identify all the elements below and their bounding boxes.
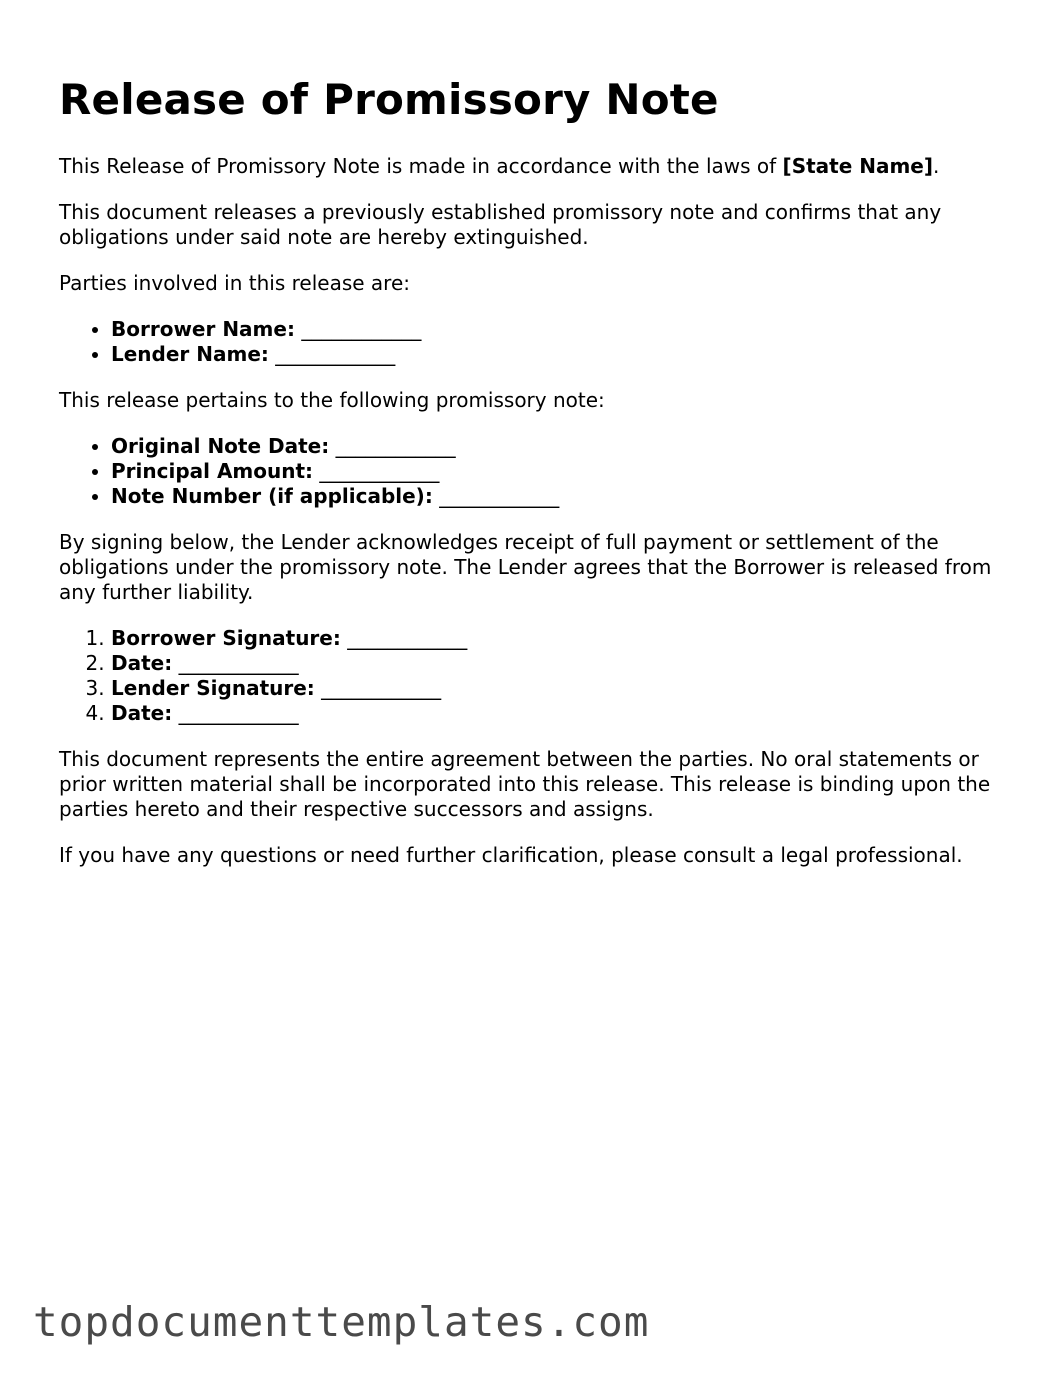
borrower-name-blank: ____________ [301, 317, 422, 341]
intro-text: This Release of Promissory Note is made in accordance with the laws of [59, 154, 783, 178]
document-page [59, 74, 1019, 889]
agreement-paragraph: This document represents the entire agreement between the parties. No oral statements or prior written material shall be incorporated into this release. This release is binding upon the parties hereto and their respective successors and assigns. [59, 747, 991, 821]
list-item [111, 434, 1019, 459]
intro-paragraph [59, 154, 1019, 179]
principal-amount-blank: ____________ [319, 459, 440, 483]
borrower-date-blank: ____________ [178, 651, 299, 675]
closing-paragraph: If you have any questions or need further clarification, please consult a legal professional. [59, 843, 963, 867]
parties-list [59, 317, 1019, 367]
lender-signature-blank: ____________ [321, 676, 442, 700]
list-item [111, 342, 1019, 367]
intro-end: . [933, 154, 940, 178]
list-item [111, 651, 1019, 676]
original-note-date-blank: ____________ [335, 434, 456, 458]
release-description: This document releases a previously established promissory note and confirms that any obligations under said note are hereby extinguished. [59, 200, 942, 249]
signing-paragraph: By signing below, the Lender acknowledges receipt of full payment or settlement of the obligations under the promissory note. The Lender agrees that the Borrower is released from any further liability. [59, 530, 992, 604]
document-title: Release of Promissory Note [59, 75, 719, 124]
lender-signature-label: Lender Signature: [111, 676, 315, 700]
borrower-signature-label: Borrower Signature: [111, 626, 341, 650]
lender-date-label: Date: [111, 701, 173, 725]
lender-name-blank: ____________ [275, 342, 396, 366]
original-note-date-label: Original Note Date: [111, 434, 330, 458]
list-item [111, 484, 1019, 509]
lender-date-blank: ____________ [178, 701, 299, 725]
list-item [111, 626, 1019, 651]
note-number-label: Note Number (if applicable): [111, 484, 433, 508]
watermark: topdocumenttemplates.com [33, 1298, 650, 1346]
parties-heading: Parties involved in this release are: [59, 271, 410, 295]
list-item [111, 676, 1019, 701]
note-heading: This release pertains to the following promissory note: [59, 388, 605, 412]
borrower-signature-blank: ____________ [347, 626, 468, 650]
list-item [111, 317, 1019, 342]
list-item [111, 459, 1019, 484]
principal-amount-label: Principal Amount: [111, 459, 314, 483]
state-name-placeholder: [State Name] [782, 154, 934, 178]
note-number-blank: ____________ [439, 484, 560, 508]
list-item [111, 701, 1019, 726]
signatures-list [59, 626, 1019, 726]
borrower-name-label: Borrower Name: [111, 317, 295, 341]
note-fields-list [59, 434, 1019, 509]
lender-name-label: Lender Name: [111, 342, 269, 366]
borrower-date-label: Date: [111, 651, 173, 675]
